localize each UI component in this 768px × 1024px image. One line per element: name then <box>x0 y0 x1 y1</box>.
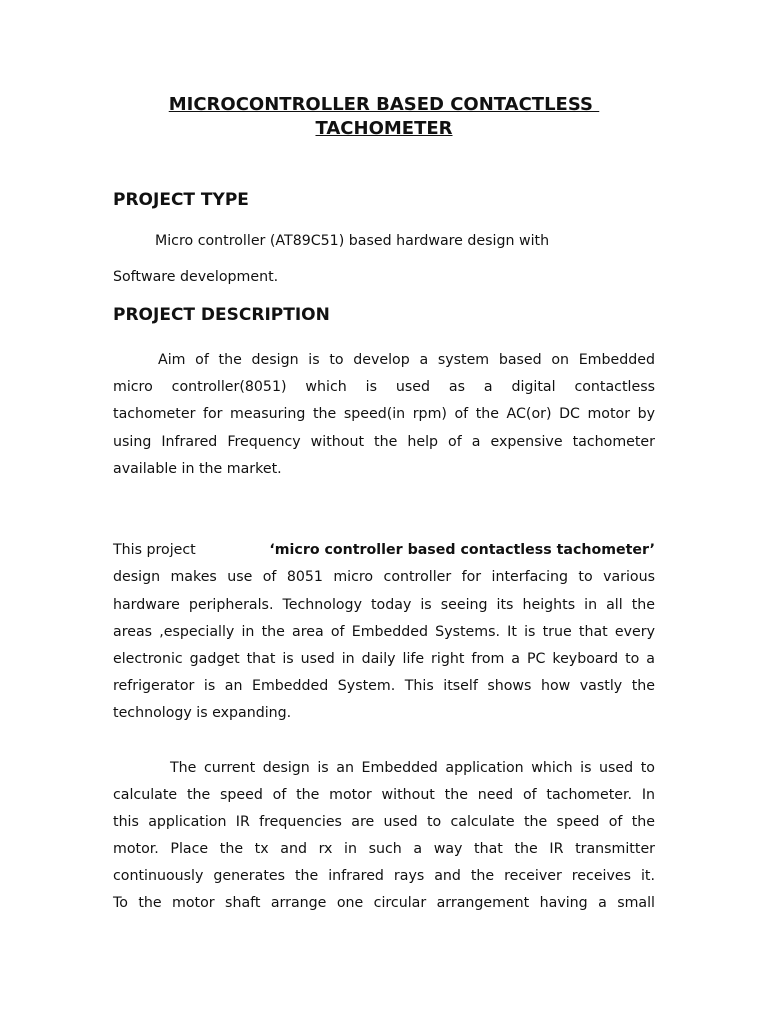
project-description-heading: PROJECT DESCRIPTION <box>113 305 330 325</box>
para3-line-3: this application IR frequencies are used to calculate the speed of the <box>113 814 655 830</box>
para2-line-2: design makes use of 8051 micro controller for interfacing to various <box>113 569 655 585</box>
para3-line-6: To the motor shaft arrange one circular arrangement having a small <box>113 895 655 911</box>
para1-line-4: using Infrared Frequency without the help of a expensive tachometer <box>113 434 655 450</box>
para2-line-5: electronic gadget that is used in daily life right from a PC keyboard to a <box>113 651 655 667</box>
para1-line-1: Aim of the design is to develop a system based on Embedded <box>158 352 655 368</box>
para2-line-6: refrigerator is an Embedded System. This itself shows how vastly the <box>113 678 655 694</box>
para1-line-3: tachometer for measuring the speed(in rpm) of the AC(or) DC motor by <box>113 406 655 422</box>
project-type-line-2: Software development. <box>113 269 279 285</box>
para2-line-7: technology is expanding. <box>113 705 292 721</box>
document-title-line-1: MICROCONTROLLER BASED CONTACTLESS <box>168 94 600 115</box>
para3-line-4: motor. Place the tx and rx in such a way that the IR transmitter <box>113 841 655 857</box>
document-title-line-2: TACHOMETER <box>315 118 453 139</box>
para3-line-5: continuously generates the infrared rays and the receiver receives it. <box>113 868 655 884</box>
para3-line-1: The current design is an Embedded application which is used to <box>170 760 655 776</box>
para2-line-1 <box>113 540 655 560</box>
para1-line-5: available in the market. <box>113 461 282 477</box>
project-type-line-1: Micro controller (AT89C51) based hardware design with <box>155 233 550 249</box>
para3-line-2: calculate the speed of the motor without the need of tachometer. In <box>113 787 655 803</box>
para2-line-4: areas ,especially in the area of Embedded Systems. It is true that every <box>113 624 655 640</box>
project-type-heading: PROJECT TYPE <box>113 190 249 210</box>
para1-line-2: micro controller(8051) which is used as a digital contactless <box>113 379 655 395</box>
para2-project-name: ‘micro controller based contactless tachometer’ <box>269 542 655 558</box>
para2-intro: This project <box>113 542 196 558</box>
para2-line-3: hardware peripherals. Technology today is seeing its heights in all the <box>113 597 655 613</box>
